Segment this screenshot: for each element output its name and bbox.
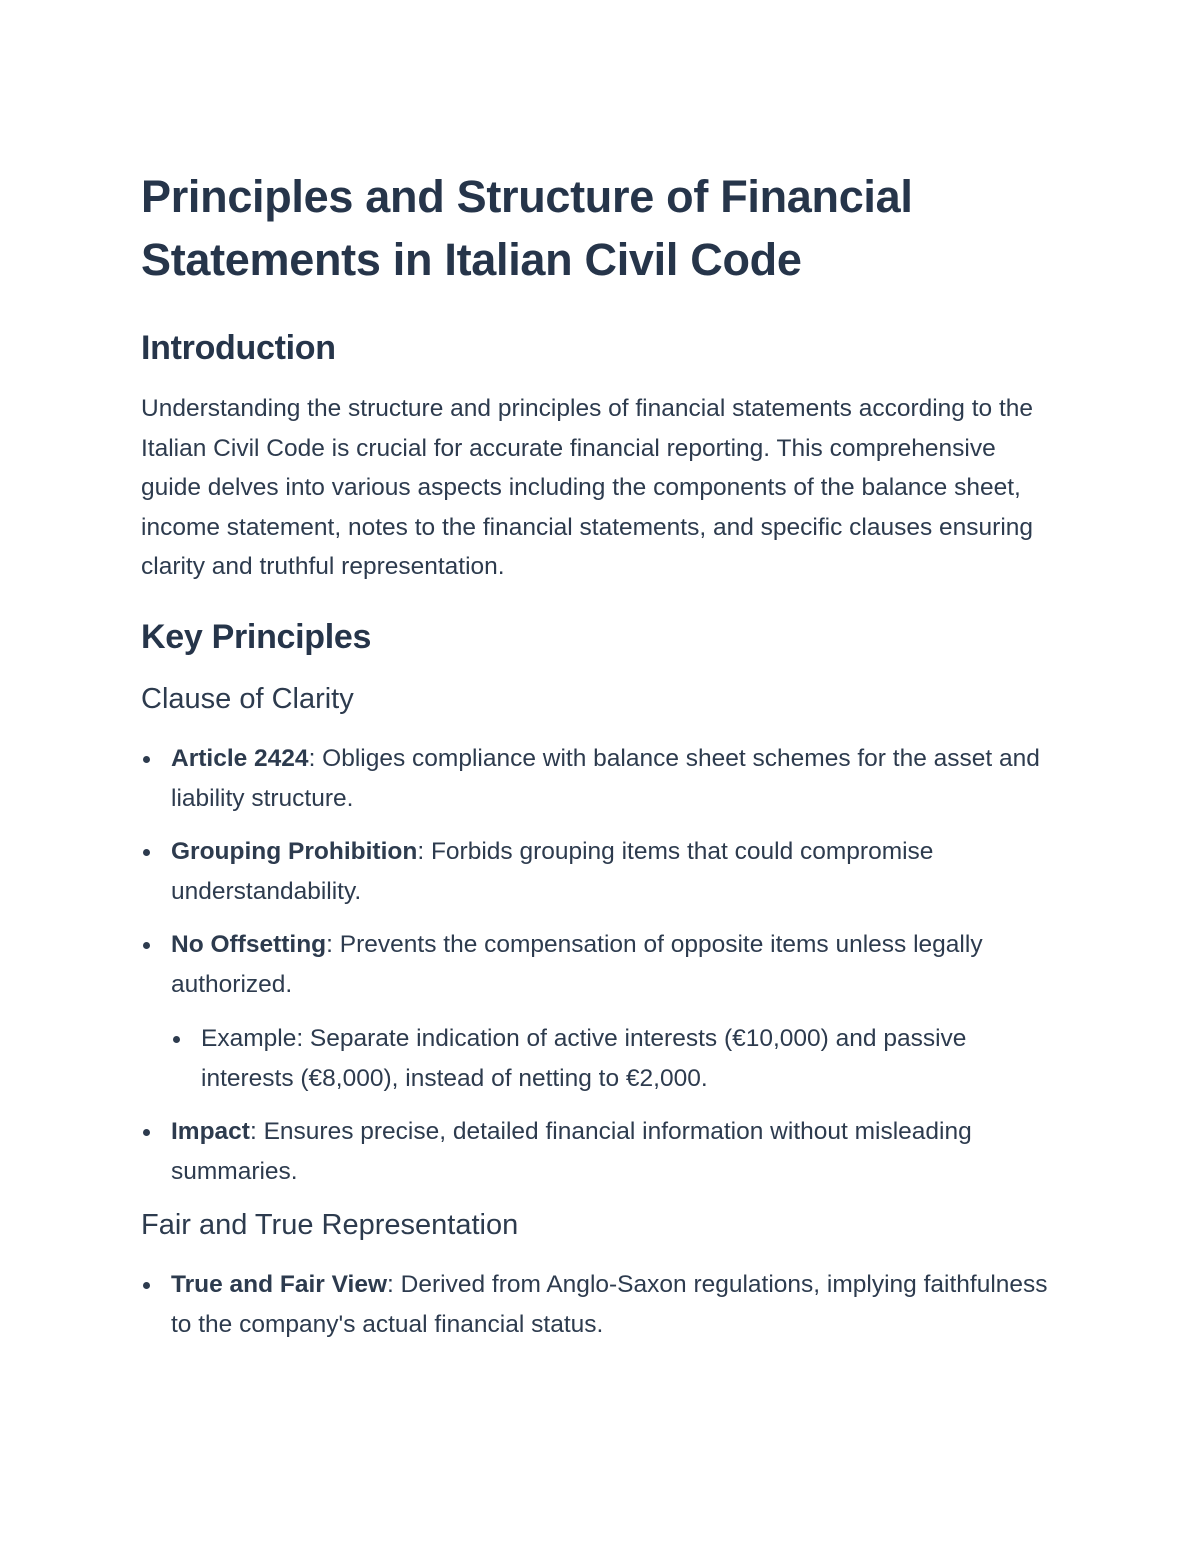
clause-of-clarity-heading: Clause of Clarity bbox=[141, 682, 354, 715]
bullet-icon bbox=[173, 1036, 180, 1043]
document-page bbox=[141, 165, 1061, 1345]
bullet-icon bbox=[143, 849, 150, 856]
list-item bbox=[141, 739, 1061, 819]
list-item-text: : Obliges compliance with balance sheet schemes for the asset and liability structure. bbox=[171, 744, 1040, 812]
list-item-text: : Derived from Anglo-Saxon regulations, implying faithfulness to the company's actual financial status. bbox=[171, 1270, 1048, 1338]
example-text: Example: Separate indication of active interests (€10,000) and passive interests (€8,000), instead of netting to €2,000. bbox=[201, 1024, 967, 1092]
fair-list bbox=[141, 1265, 1061, 1345]
list-item-text: : Prevents the compensation of opposite items unless legally authorized. bbox=[171, 930, 983, 998]
fair-representation-heading: Fair and True Representation bbox=[141, 1208, 519, 1241]
nested-list-item bbox=[171, 1019, 1061, 1099]
introduction-paragraph: Understanding the structure and principles of financial statements according to the Italian Civil Code is crucial for accurate financial reporting. This comprehensive guide delves into various aspects including the components of the balance sheet, income statement, notes to the financial statements, and specific clauses ensuring clarity and truthful representation. bbox=[141, 395, 1034, 580]
bullet-icon bbox=[143, 756, 150, 763]
nested-list bbox=[171, 1019, 1061, 1099]
introduction-heading: Introduction bbox=[141, 329, 336, 367]
clarity-list bbox=[141, 739, 1061, 1192]
list-item-term: No Offsetting bbox=[171, 930, 327, 958]
document-title: Principles and Structure of Financial Statements in Italian Civil Code bbox=[141, 171, 913, 285]
list-item-text: : Forbids grouping items that could compromise understandability. bbox=[171, 837, 934, 905]
bullet-icon bbox=[143, 942, 150, 949]
list-item-term: Impact bbox=[171, 1117, 250, 1145]
bullet-icon bbox=[143, 1129, 150, 1136]
list-item bbox=[141, 832, 1061, 912]
list-item-term: True and Fair View bbox=[171, 1270, 388, 1298]
list-item bbox=[141, 1265, 1061, 1345]
list-item-term: Grouping Prohibition bbox=[171, 837, 418, 865]
list-item-term: Article 2424 bbox=[171, 744, 309, 772]
list-item bbox=[141, 1112, 1061, 1192]
list-item-text: : Ensures precise, detailed financial information without misleading summaries. bbox=[171, 1117, 972, 1185]
key-principles-heading: Key Principles bbox=[141, 617, 372, 656]
bullet-icon bbox=[143, 1282, 150, 1289]
list-item bbox=[141, 925, 1061, 1099]
